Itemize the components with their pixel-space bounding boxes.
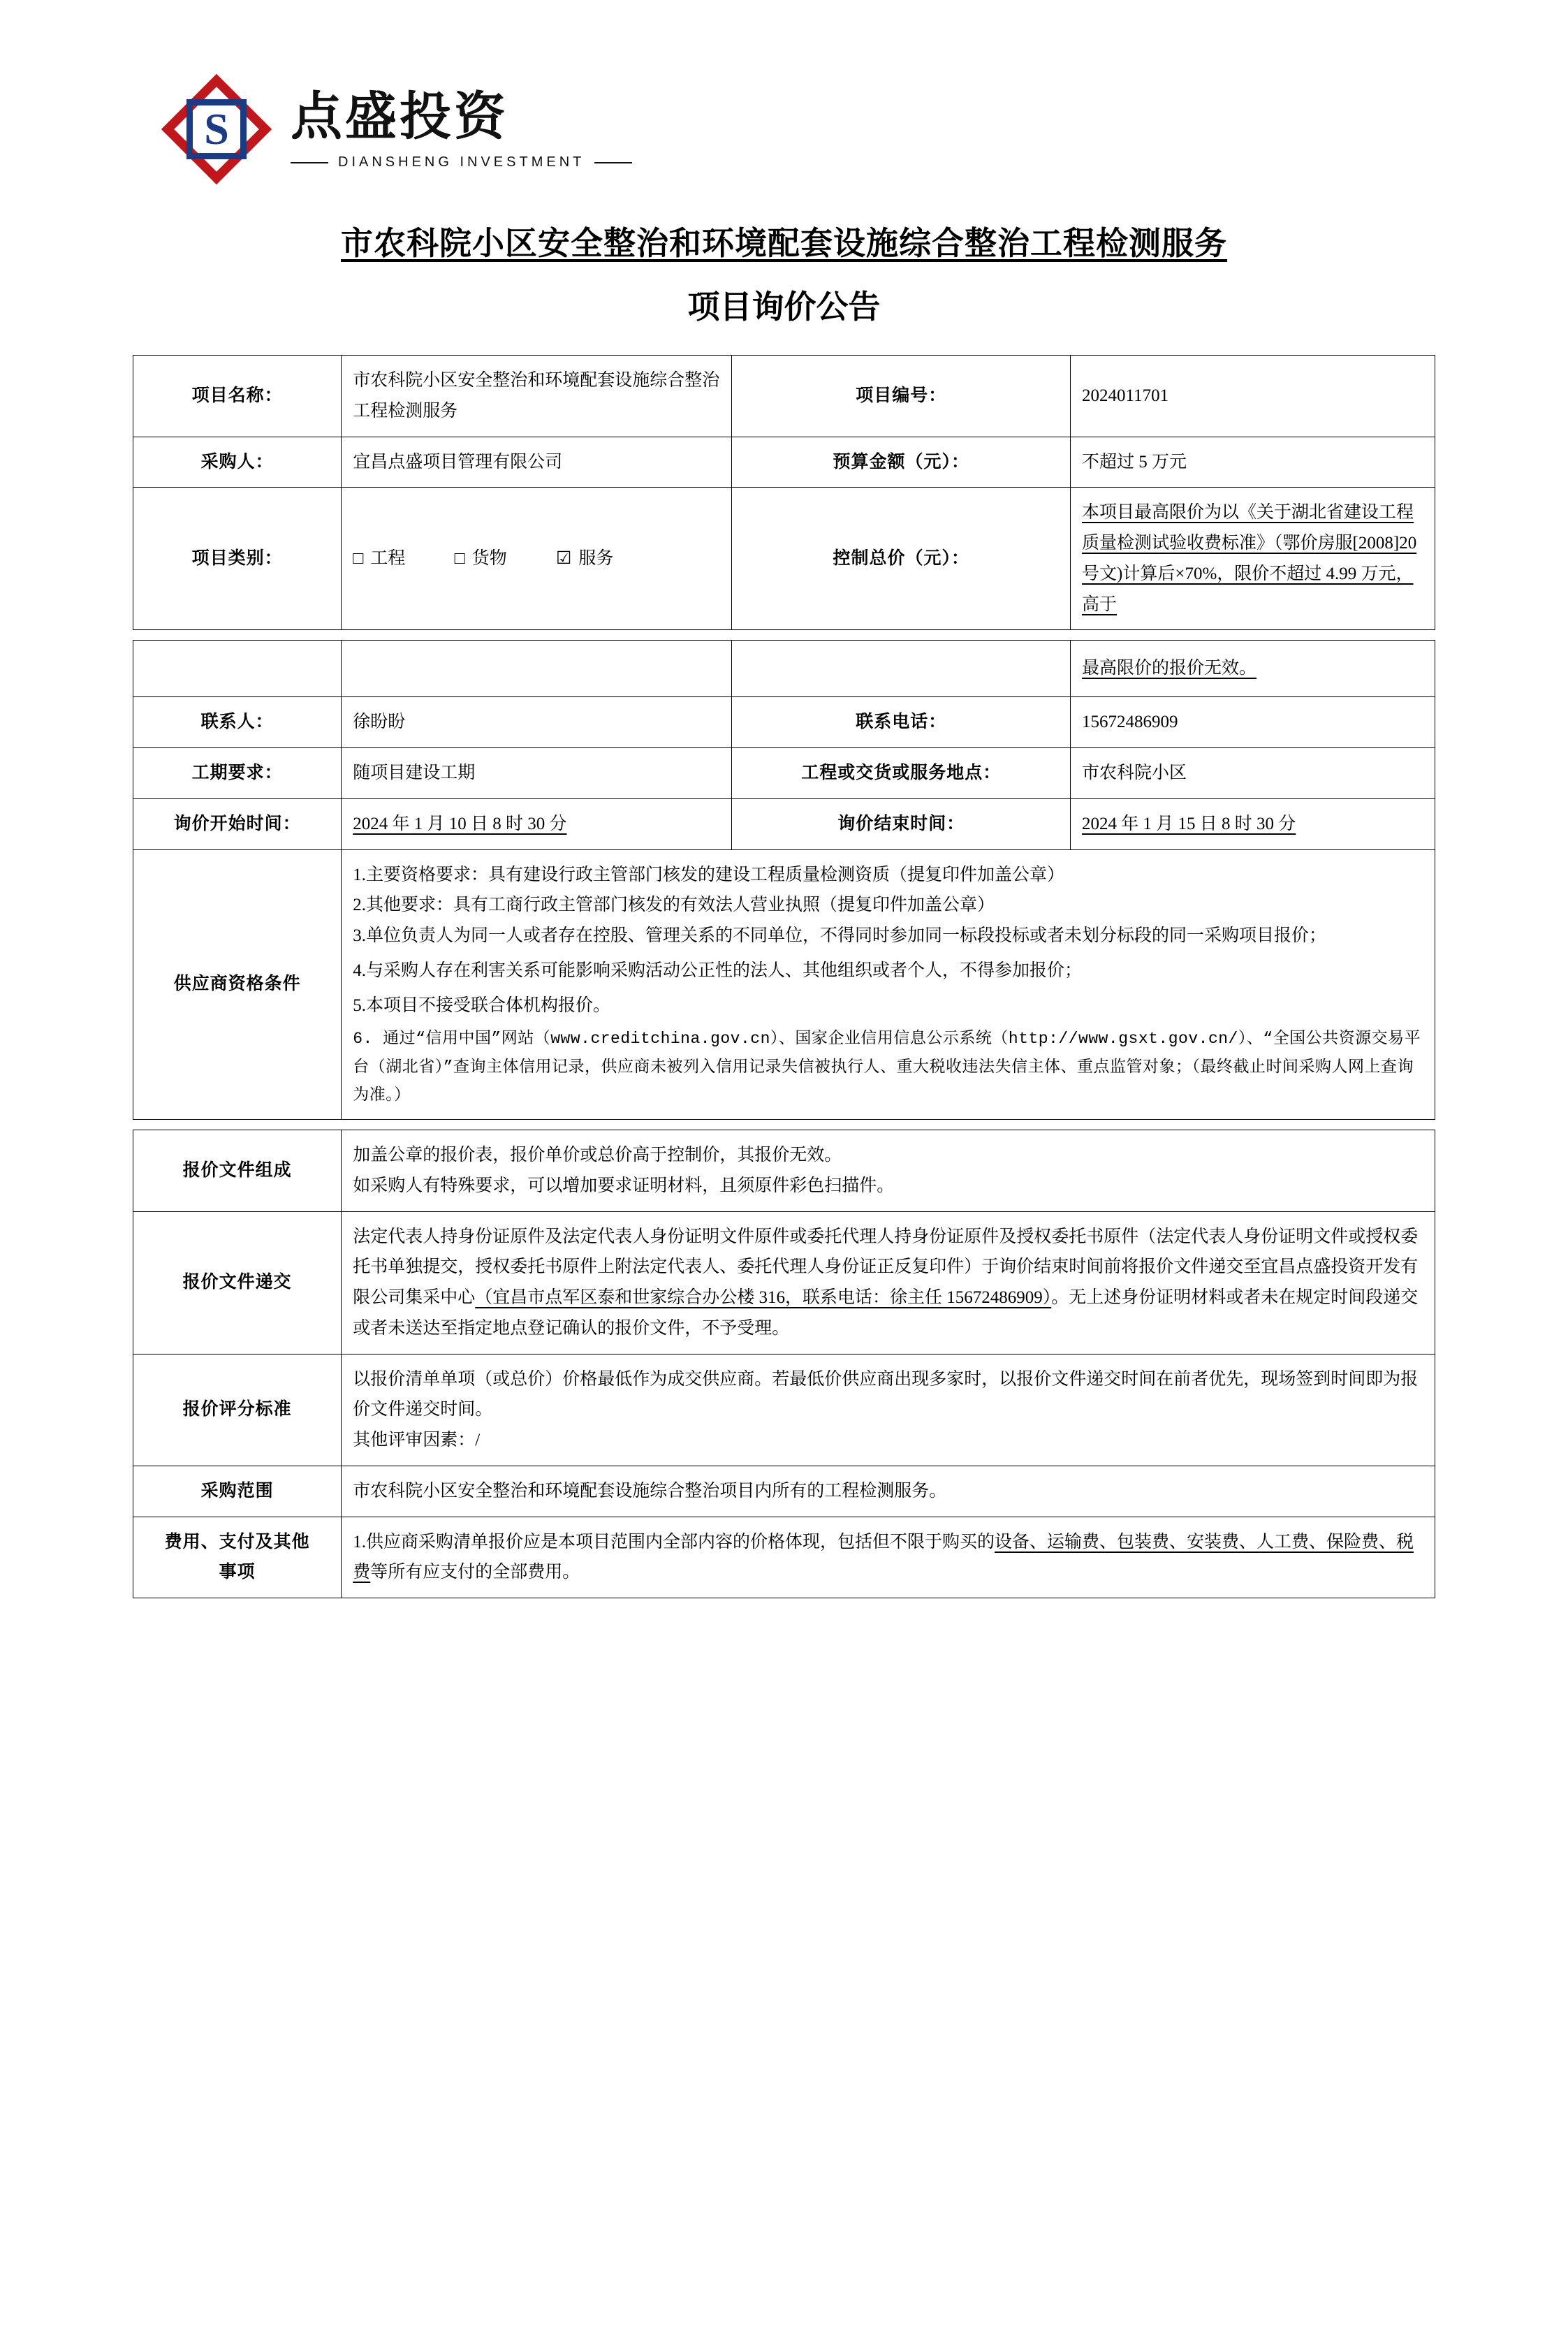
logo-text-block [291, 88, 632, 170]
qualification-item: 2.其他要求：具有工商行政主管部门核发的有效法人营业执照（提复印件加盖公章） [353, 896, 995, 915]
category-option-label: 服务 [578, 548, 614, 568]
quote-submit-text-1: 法定代表人持身份证原件及法定代表人身份证明文件原件或委托代理人持身份证原件及授权委托书原件（法定代表人身份证明文件或授权委托书单独提交，授权委托书原件上附法定代表人、委托代理人身份证正反复印件）于询价结束时间前将报价文件递交至宜昌点盛投资开发有限公司集采中心 [353, 1227, 1419, 1307]
qualification-item: 5.本项目不接受联合体机构报价。 [353, 995, 610, 1015]
qualification-label: 供应商资格条件 [133, 849, 342, 1120]
checkbox-unchecked-icon[interactable]: □ [454, 548, 465, 568]
logo-subtitle: DIANSHENG INVESTMENT [338, 154, 585, 170]
qualification-item: 3.单位负责人为同一人或者存在控股、管理关系的不同单位，不得同时参加同一标段投标或者未划分标段的同一采购项目报价； [353, 926, 1326, 945]
table-row [133, 798, 1435, 849]
qualification-value [342, 849, 1435, 1120]
empty-cell [133, 641, 342, 697]
score-line: 以报价清单单项（或总价）价格最低作为成交供应商。若最低价供应商出现多家时，以报价文件递交时间在前者优先，现场签到时间即为报价文件递交时间。 [353, 1369, 1419, 1419]
checkbox-checked-icon[interactable]: ☑ [555, 548, 572, 568]
checkbox-unchecked-icon[interactable]: □ [353, 548, 364, 568]
control-price-text: 本项目最高限价为以《关于湖北省建设工程质量检测试验收费标准》（鄂价房服[2008]20 号文)计算后×70%，限价不超过 4.99 万元，高于 [1082, 503, 1417, 614]
end-time-label: 询价结束时间： [732, 798, 1071, 849]
end-time-text: 2024 年 1 月 15 日 8 时 30 分 [1082, 814, 1296, 833]
quote-submit-text-2: 。无上述身份证明材料或者未在规定时间段递交或者未送达至指定地点登记确认的报价文件，不予受理。 [353, 1288, 1419, 1338]
info-table-bottom [133, 640, 1435, 1120]
project-name-label: 项目名称： [133, 356, 342, 437]
qualification-item: 6. 通过“信用中国”网站（www.creditchina.gov.cn）、国家企业信用信息公示系统（http://www.gsxt.gov.cn/）、“全国公共资源交易平台（湖北省）”查询主体信用记录，供应商未被列入信用记录失信被执行人、重大税收违法失信主体、重点监管对象；（最终截止时间采购人网上查询为准。） [353, 1030, 1421, 1104]
quote-submit-label: 报价文件递交 [133, 1211, 342, 1354]
category-option-label: 货物 [471, 548, 507, 568]
scope-label: 采购范围 [133, 1466, 342, 1517]
contact-label: 联系人： [133, 697, 342, 748]
fee-text-underline: 设备、运输费、包装费、安装费、人工费、保险费、税费 [353, 1532, 1414, 1582]
page-subtitle: 项目询价公告 [687, 289, 881, 325]
fee-label-line1: 费用、支付及其他 [164, 1532, 310, 1552]
quote-submit-value [342, 1211, 1435, 1354]
end-time-value [1071, 798, 1435, 849]
duration-label: 工期要求： [133, 748, 342, 799]
logo-letter: S [204, 104, 229, 154]
info-table-top [133, 355, 1435, 630]
quote-doc-line: 如采购人有特殊要求，可以增加要求证明材料，且须原件彩色扫描件。 [353, 1176, 895, 1195]
logo-mark-icon [161, 73, 272, 185]
qualification-item: 1.主要资格要求：具有建设行政主管部门核发的建设工程质量检测资质（提复印件加盖公章） [353, 865, 1064, 884]
score-value [342, 1354, 1435, 1466]
logo-title: 点盛投资 [291, 87, 508, 145]
phone-label: 联系电话： [732, 697, 1071, 748]
table-row [133, 697, 1435, 748]
score-line: 其他评审因素：/ [353, 1431, 481, 1450]
purchaser-label: 采购人： [133, 437, 342, 488]
logo-subtitle-row [291, 154, 632, 170]
company-logo [161, 70, 1435, 189]
empty-cell [732, 641, 1071, 697]
page-title [133, 219, 1435, 268]
terms-table [133, 1130, 1435, 1598]
fee-value [342, 1517, 1435, 1598]
table-row [133, 1354, 1435, 1466]
start-time-label: 询价开始时间： [133, 798, 342, 849]
control-price-label: 控制总价（元）： [732, 488, 1071, 630]
page-title-text: 市农科院小区安全整治和环境配套设施综合整治工程检测服务 [341, 226, 1227, 261]
control-price-cont-text: 最高限价的报价无效。 [1082, 659, 1257, 678]
category-option-service[interactable] [556, 549, 613, 568]
score-label: 报价评分标准 [133, 1354, 342, 1466]
quote-doc-line: 加盖公章的报价表，报价单价或总价高于控制价，其报价无效。 [353, 1146, 842, 1164]
quote-submit-address: （宜昌市点军区泰和世家综合办公楼 316，联系电话：徐主任 15672486909） [475, 1288, 1052, 1307]
fee-text-suffix: 等所有应支付的全部费用。 [370, 1563, 580, 1582]
quote-doc-value [342, 1130, 1435, 1212]
contact-value: 徐盼盼 [342, 697, 732, 748]
table-row [133, 748, 1435, 799]
category-label: 项目类别： [133, 488, 342, 630]
fee-label [133, 1517, 342, 1598]
table-row [133, 356, 1435, 437]
table-row [133, 437, 1435, 488]
start-time-value [342, 798, 732, 849]
fee-label-line2: 事项 [219, 1563, 256, 1582]
quote-doc-label: 报价文件组成 [133, 1130, 342, 1212]
table-row [133, 1130, 1435, 1212]
table-row [133, 1517, 1435, 1598]
purchaser-value: 宜昌点盛项目管理有限公司 [342, 437, 732, 488]
scope-value: 市农科院小区安全整治和环境配套设施综合整治项目内所有的工程检测服务。 [342, 1466, 1435, 1517]
logo-rule-right [594, 162, 632, 163]
logo-rule-left [291, 162, 328, 163]
location-label: 工程或交货或服务地点： [732, 748, 1071, 799]
category-option-goods[interactable] [455, 549, 507, 568]
qualification-item: 4.与采购人存在利害关系可能影响采购活动公正性的法人、其他组织或者个人，不得参加报价； [353, 961, 1082, 980]
empty-cell [342, 641, 732, 697]
table-row [133, 849, 1435, 1120]
start-time-text: 2024 年 1 月 10 日 8 时 30 分 [353, 814, 567, 833]
budget-value: 不超过 5 万元 [1071, 437, 1435, 488]
project-no-value: 2024011701 [1071, 356, 1435, 437]
table-row-continuation [133, 641, 1435, 697]
project-no-label: 项目编号： [732, 356, 1071, 437]
table-row [133, 1466, 1435, 1517]
fee-text-prefix: 1.供应商采购清单报价应是本项目范围内全部内容的价格体现，包括但不限于购买的 [353, 1532, 995, 1552]
category-option-label: 工程 [370, 548, 406, 568]
control-price-value [1071, 488, 1435, 630]
duration-value: 随项目建设工期 [342, 748, 732, 799]
category-option-engineering[interactable] [353, 549, 405, 568]
phone-value: 15672486909 [1071, 697, 1435, 748]
table-row [133, 488, 1435, 630]
project-name-value: 市农科院小区安全整治和环境配套设施综合整治工程检测服务 [342, 356, 732, 437]
control-price-value-continued [1071, 641, 1435, 697]
location-value: 市农科院小区 [1071, 748, 1435, 799]
category-options [342, 488, 732, 630]
budget-label: 预算金额（元）： [732, 437, 1071, 488]
table-row [133, 1211, 1435, 1354]
